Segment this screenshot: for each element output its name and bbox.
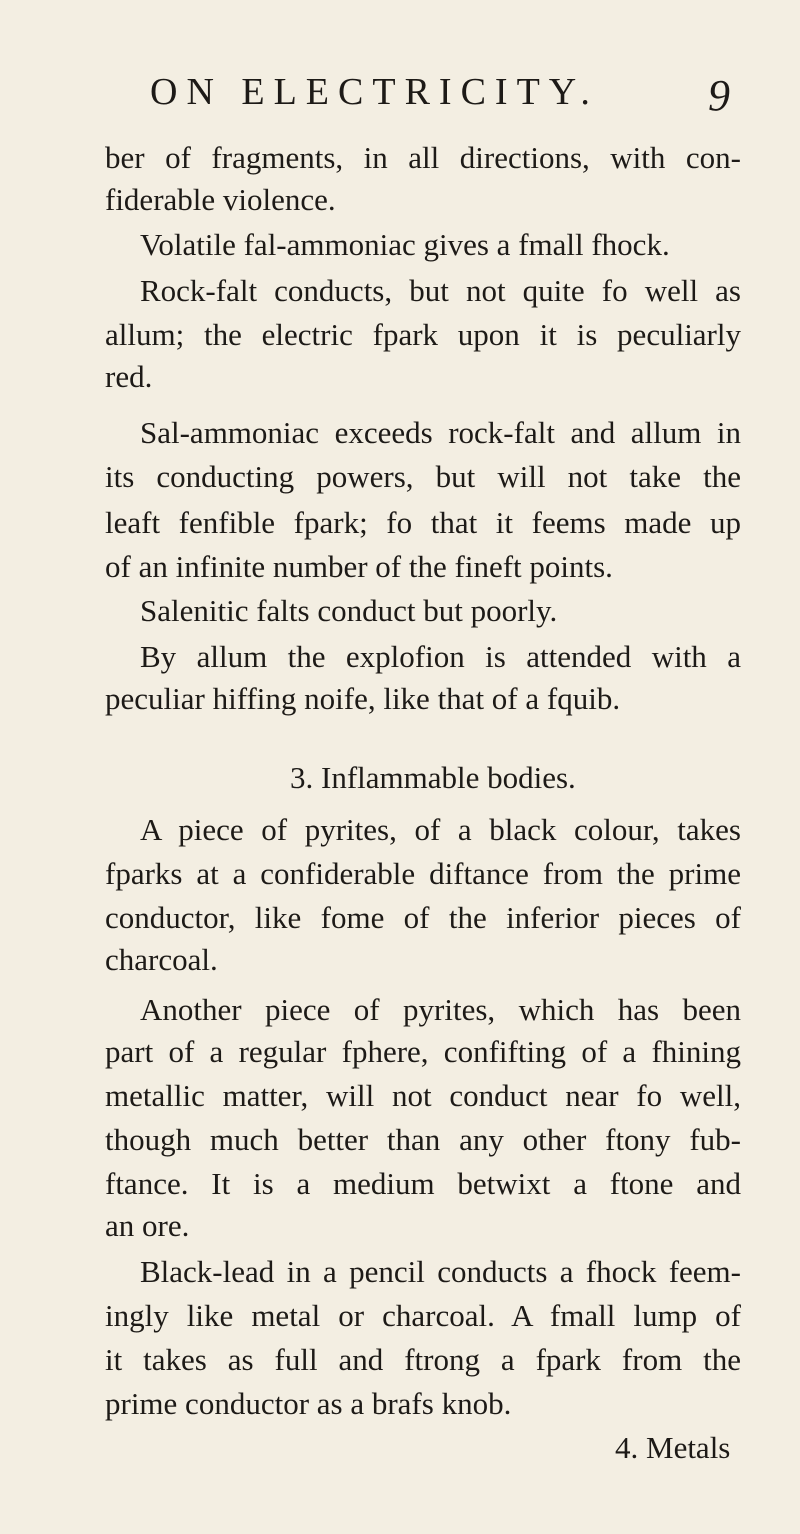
text-line: its conducting powers, but will not take the (105, 459, 741, 494)
text-line: Black-lead in a pencil conducts a fhock feem- (140, 1254, 741, 1289)
text-line: part of a regular fphere, confifting of a fhining (105, 1034, 741, 1069)
text-line: A piece of pyrites, of a black colour, takes (140, 812, 741, 847)
text-line: red. (105, 359, 153, 394)
catchword: 4. Metals (615, 1430, 731, 1465)
text-line: an ore. (105, 1208, 190, 1243)
text-line: ingly like metal or charcoal. A fmall lump of (105, 1298, 741, 1333)
text-line: Rock-falt conducts, but not quite fo well as (140, 273, 741, 308)
text-line: Salenitic falts conduct but poorly. (140, 593, 558, 628)
page-number: 9 (708, 71, 730, 120)
text-line: it takes as full and ftrong a fpark from the (105, 1342, 741, 1377)
running-head (150, 70, 730, 120)
text-line: Volatile fal-ammoniac gives a fmall fhock. (140, 227, 670, 262)
text-line: By allum the explofion is attended with a (140, 639, 741, 674)
text-line: of an infinite number of the fineft points. (105, 549, 613, 584)
text-line: Sal-ammoniac exceeds rock-falt and allum in (140, 415, 741, 450)
text-line: fparks at a confiderable diftance from the prime (105, 856, 741, 891)
text-line: prime conductor as a brafs knob. (105, 1386, 512, 1421)
text-line: allum; the electric fpark upon it is peculiarly (105, 317, 741, 352)
text-line: though much better than any other ftony fub- (105, 1122, 741, 1157)
section-heading: 3. Inflammable bodies. (290, 760, 576, 795)
running-head-title: ON ELECTRICITY. (150, 71, 599, 113)
text-line: ftance. It is a medium betwixt a ftone and (105, 1166, 741, 1201)
text-line: conductor, like fome of the inferior pieces of (105, 900, 741, 935)
text-line: Another piece of pyrites, which has been (140, 992, 741, 1027)
text-line: peculiar hiffing noife, like that of a fquib. (105, 681, 621, 716)
text-line: charcoal. (105, 942, 218, 977)
text-line: fiderable violence. (105, 182, 336, 217)
text-line: leaft fenfible fpark; fo that it feems made up (105, 505, 741, 540)
text-line: ber of fragments, in all directions, with con- (105, 140, 741, 175)
text-line: metallic matter, will not conduct near fo well, (105, 1078, 741, 1113)
